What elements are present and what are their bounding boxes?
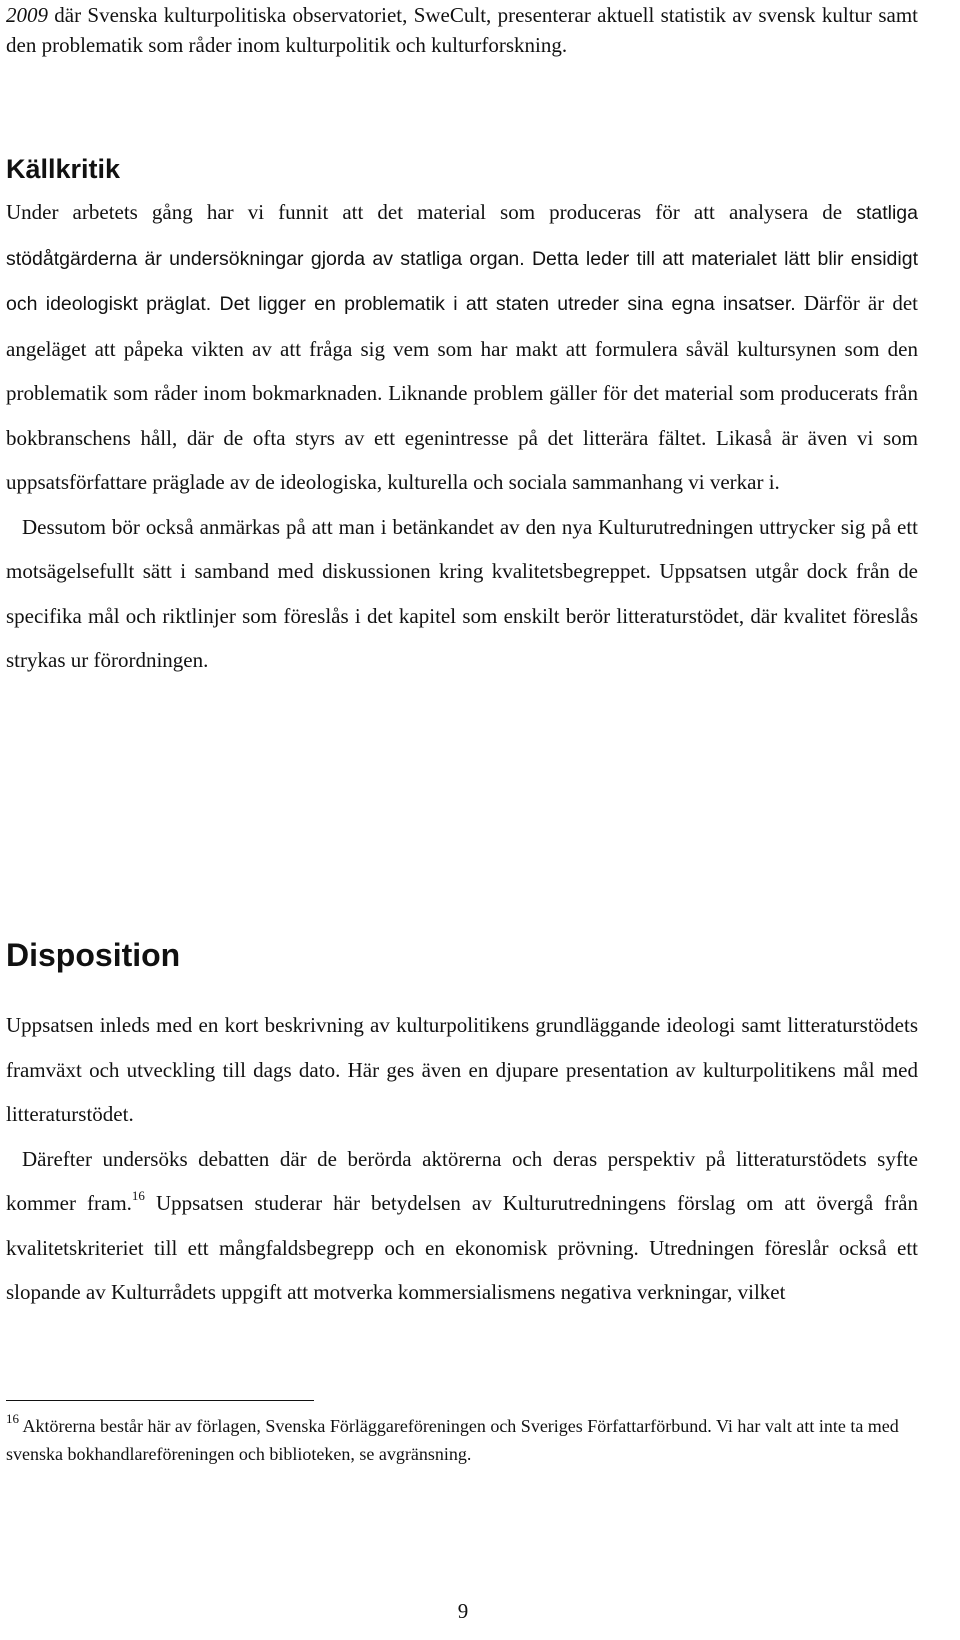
heading-kallkritik: Källkritik: [6, 154, 121, 184]
disposition-p2-b: Uppsatsen studerar här betydelsen av Kulturutredningens förslag om att övergå från kvalitetskriteriet till ett mångfaldsbegrepp och en ekonomisk prövning. Utredningen föreslår också ett slopande av Kulturrådets uppgift att motverka kommersialismens negativa verkningar, vilket: [6, 1191, 918, 1304]
disposition-paragraph-1: Uppsatsen inleds med en kort beskrivning av kulturpolitikens grundläggande ideologi samt litteraturstödets framväxt och utveckling till dags dato. Här ges även en djupare presentation av kulturpolitikens mål med litteraturstödet.: [6, 1013, 918, 1126]
footnote: [6, 1412, 918, 1468]
intro-text: där Svenska kulturpolitiska observatoriet, SweCult, presenterar aktuell statistik av svensk kultur samt den problematik som råder inom kulturpolitik och kulturforskning.: [6, 3, 918, 57]
page-number: 9: [457, 1599, 469, 1623]
kallkritik-p1-serif-b: Därför är det angeläget att påpeka vikten av att fråga sig vem som har makt att formulera såväl kultursynen som den problematik som råder inom bokmarknaden. Liknande problem gäller för det material som producerats från bokbranschens håll, där de ofta styrs av ett egenintresse på det litterära fältet. Likaså är även vi som uppsatsförfattare präglade av de ideologiska, kulturella och sociala sammanhang vi verkar i.: [6, 291, 919, 494]
intro-paragraph: [6, 0, 918, 60]
disposition-p2-a: Därefter undersöks debatten där de berörda aktörerna och deras perspektiv på litteraturstödets syfte kommer fram.: [6, 1146, 918, 1215]
kallkritik-paragraph-2: Dessutom bör också anmärkas på att man i betänkandet av den nya Kulturutredningen uttrycker sig på ett motsägelsefullt sätt i samband med diskussionen kring kvalitetsbegreppet. Uppsatsen utgår dock från de specifika mål och riktlinjer som föreslås i det kapitel som enskilt berör litteraturstödet, där kvalitet föreslås strykas ur förordningen.: [6, 514, 918, 672]
disposition-paragraph-2: [6, 1137, 918, 1315]
footnote-number: 16: [6, 1411, 19, 1426]
kallkritik-p1-sans: statliga stödåtgärderna är undersökningar gjorda av statliga organ. Detta leder till att materialet lätt blir ensidigt och ideologiskt präglat. Det ligger en problematik i att staten utreder sina egna insatser.: [6, 202, 918, 315]
disposition-section: [6, 1003, 918, 1315]
intro-year: 2009: [6, 3, 48, 27]
footnote-divider: [6, 1400, 314, 1401]
kallkritik-p1-serif-a: Under arbetets gång har vi funnit att det material som produceras för att analysera de: [6, 200, 857, 224]
footnote-text: Aktörerna består här av förlagen, Svenska Förläggareföreningen och Sveriges Författarförbund. Vi har valt att inte ta med svenska bokhandlareföreningen och biblioteken, se avgränsning.: [6, 1416, 899, 1464]
kallkritik-section: [6, 190, 918, 683]
footnote-reference[interactable]: 16: [131, 1188, 145, 1203]
heading-disposition: Disposition: [6, 937, 181, 973]
kallkritik-paragraph-1: [6, 190, 918, 505]
